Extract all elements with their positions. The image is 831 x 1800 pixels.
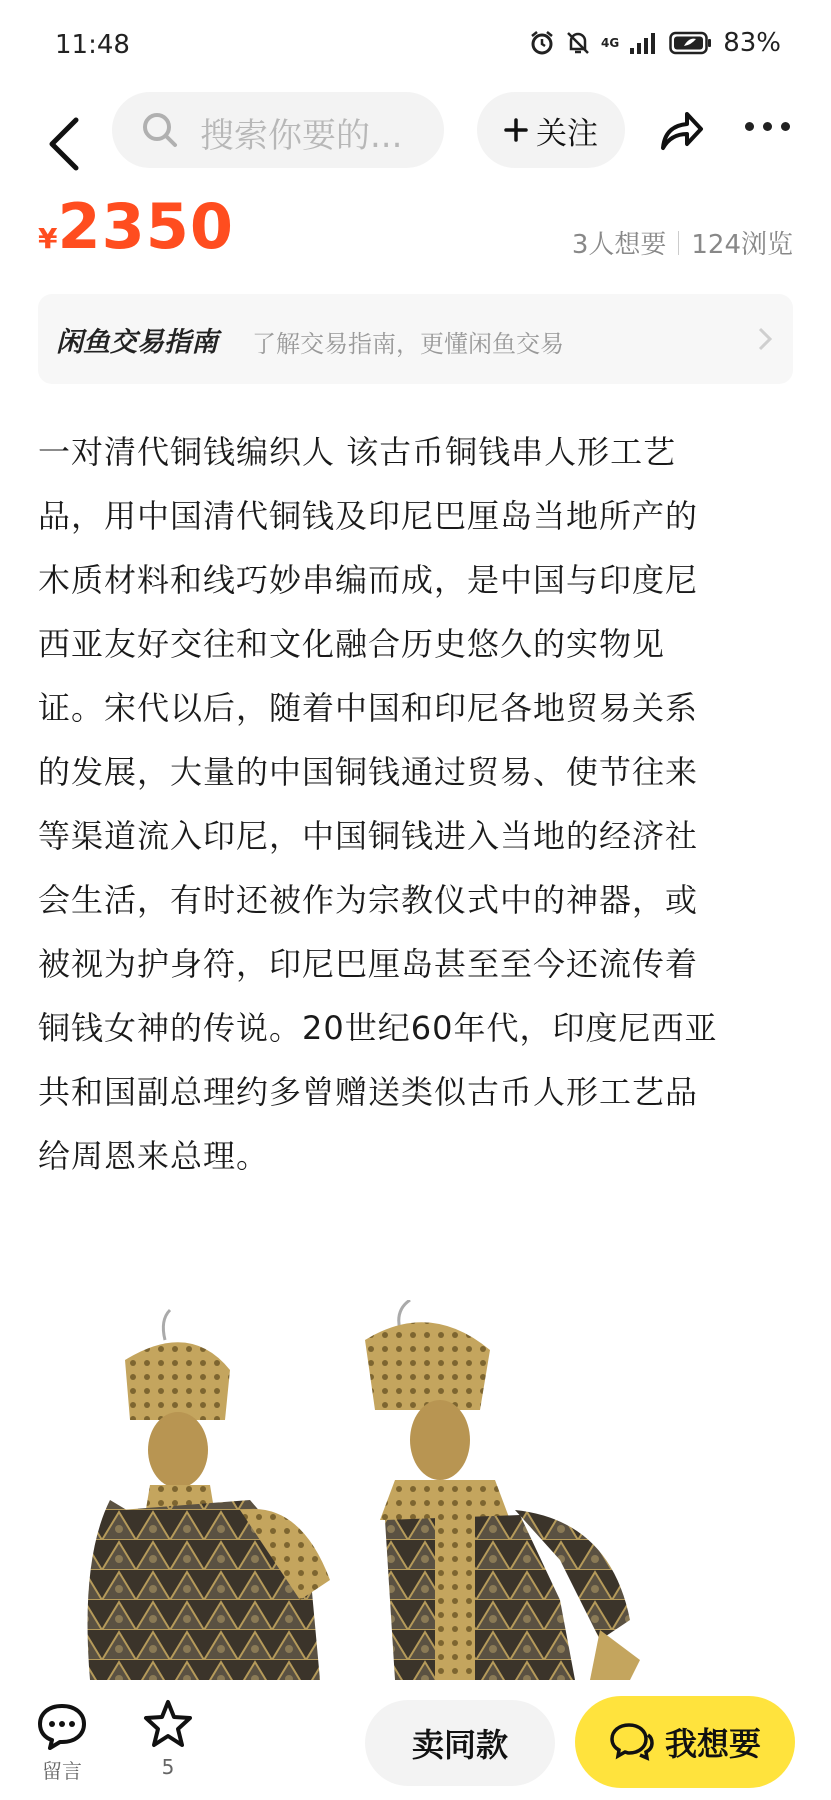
- guide-title: 闲鱼交易指南: [56, 327, 218, 358]
- coin-figures-image: [0, 1300, 831, 1680]
- search-placeholder: 搜索你要的...: [200, 116, 403, 156]
- want-count: 3人想要: [571, 230, 667, 260]
- chevron-right-icon: [755, 324, 775, 354]
- description-line: 铜钱女神的传说。20世纪60年代，印度尼西亚: [38, 1009, 718, 1047]
- status-bar: [0, 0, 831, 92]
- more-options-icon[interactable]: [745, 122, 790, 131]
- battery-percent: 83%: [723, 28, 781, 58]
- follow-button[interactable]: [477, 92, 625, 168]
- sell-same-label: 卖同款: [411, 1726, 508, 1764]
- description-line: 的发展，大量的中国铜钱通过贸易、使节往来: [38, 753, 699, 791]
- status-time: 11:48: [55, 30, 130, 60]
- listing-stats: [572, 224, 793, 261]
- search-icon: [140, 110, 180, 150]
- description-line: 会生活，有时还被作为宗教仪式中的神器，或: [38, 881, 699, 919]
- description-line: 品，用中国清代铜钱及印尼巴厘岛当地所产的: [38, 497, 699, 535]
- follow-label: 关注: [536, 115, 598, 152]
- description-line: 一对清代铜钱编织人 该古币铜钱串人形工艺: [38, 433, 677, 471]
- bottom-action-bar: [0, 1680, 831, 1800]
- comment-bubble-icon: [36, 1702, 88, 1750]
- price-value: 2350: [57, 190, 235, 263]
- description-line: 木质材料和线巧妙串编而成，是中国与印度尼: [38, 561, 699, 599]
- view-count: 124浏览: [691, 230, 793, 260]
- favorite-button[interactable]: [142, 1698, 194, 1779]
- description-line: 共和国副总理约多曾赠送类似古币人形工艺品: [38, 1073, 699, 1111]
- sell-same-button[interactable]: [365, 1700, 555, 1786]
- description-line: 证。宋代以后，随着中国和印尼各地贸易关系: [38, 689, 699, 727]
- star-icon: [142, 1698, 194, 1750]
- signal-icon: [629, 31, 659, 55]
- search-input[interactable]: [112, 92, 444, 168]
- plus-icon: [504, 118, 528, 142]
- share-icon[interactable]: [655, 104, 705, 154]
- stats-divider: [678, 231, 679, 255]
- mute-bell-icon: [565, 30, 591, 56]
- guide-subtitle: 了解交易指南，更懂闲鱼交易: [252, 330, 564, 358]
- alarm-icon: [529, 30, 555, 56]
- status-icons: [529, 28, 781, 58]
- trade-guide-banner[interactable]: [38, 294, 793, 384]
- comment-label: 留言: [42, 1759, 82, 1783]
- chat-icon: [609, 1721, 655, 1763]
- want-label: 我想要: [664, 1725, 761, 1763]
- description-line: 被视为护身符，印尼巴厘岛甚至至今还流传着: [38, 945, 699, 983]
- description-line: 等渠道流入印尼，中国铜钱进入当地的经济社: [38, 817, 699, 855]
- network-type: 4G: [601, 36, 620, 50]
- want-button[interactable]: [575, 1696, 795, 1788]
- currency-symbol: ¥: [38, 222, 58, 255]
- favorite-count: 5: [161, 1755, 175, 1779]
- product-photo[interactable]: [0, 1300, 831, 1680]
- description-line: 给周恩来总理。: [38, 1137, 270, 1175]
- price: [38, 190, 234, 263]
- back-arrow-icon[interactable]: [38, 108, 88, 178]
- top-nav: [0, 92, 831, 197]
- description-line: 西亚友好交往和文化融合历史悠久的实物见: [38, 625, 666, 663]
- comment-button[interactable]: [36, 1702, 88, 1784]
- battery-icon: [669, 31, 713, 55]
- item-description: [38, 420, 798, 1188]
